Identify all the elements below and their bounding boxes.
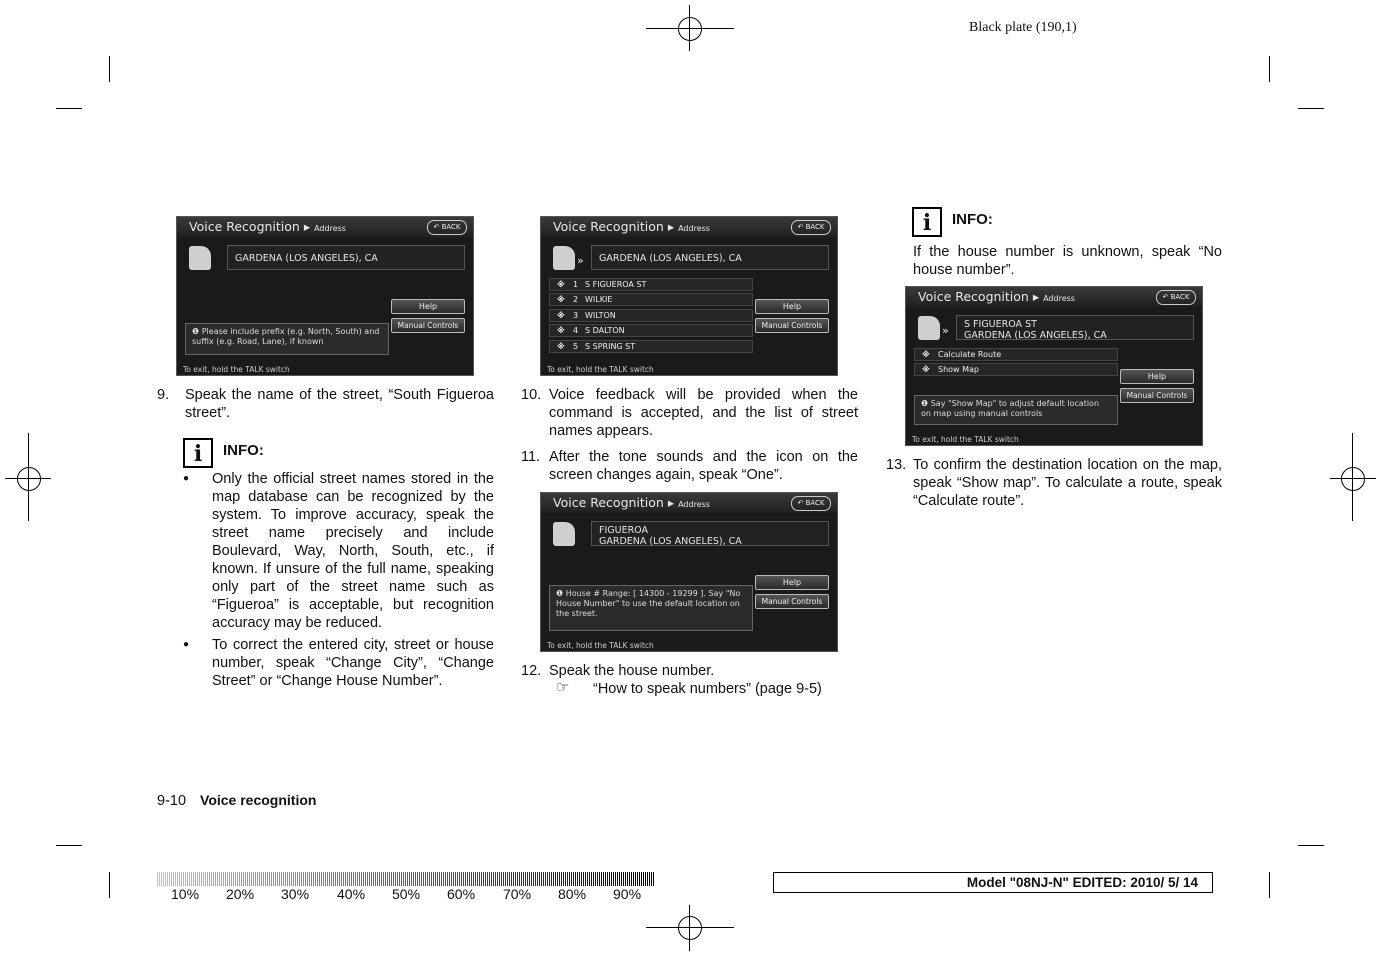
info-message: ❶ Please include prefix (e.g. North, South) and suffix (e.g. Road, Lane), if known (185, 323, 389, 355)
info-bullet-1: ● Only the official street names stored in the map database can be recognized by the system. To improve accuracy, speak the street name precisely and include Boulevard, Way, North, South, etc., if known. If unsure of the full name, speaking only part of the street name such as “Figueroa” is acceptable, but recognition accuracy may be reduced. (183, 471, 494, 631)
info-heading-2: i INFO: (912, 207, 1032, 241)
exit-hint: To exit, hold the TALK switch (183, 365, 290, 374)
list-item[interactable]: ※ 3 WILTON (549, 309, 753, 322)
density-bar (157, 872, 655, 886)
voice-head-icon (553, 246, 575, 270)
exit-hint: To exit, hold the TALK switch (547, 641, 654, 650)
screen-title-bar (906, 287, 1202, 307)
list-item[interactable]: ※ 5 S SPRING ST (549, 340, 753, 353)
info-message: ❶ Say "Show Map" to adjust default location on map using manual controls (914, 395, 1118, 425)
step-11: 11. After the tone sounds and the icon on the screen changes again, speak “One”. (521, 449, 858, 483)
screen-title-bar (541, 217, 837, 237)
screen-house-number (540, 492, 838, 652)
voice-head-icon (918, 316, 940, 340)
exit-hint: To exit, hold the TALK switch (912, 435, 1019, 444)
info-icon: i (183, 438, 213, 468)
page-reference: ☞ “How to speak numbers” (page 9-5) (556, 679, 822, 697)
help-button[interactable]: Help (1120, 369, 1194, 384)
list-item-calculate-route[interactable]: ※ Calculate Route (914, 348, 1118, 361)
list-item-show-map[interactable]: ※ Show Map (914, 363, 1118, 376)
address-field: S FIGUEROA ST GARDENA (LOS ANGELES), CA (956, 315, 1194, 340)
info-heading-1: i INFO: (183, 438, 303, 472)
manual-controls-button[interactable]: Manual Controls (755, 318, 829, 333)
help-button[interactable]: Help (755, 575, 829, 590)
step-13: 13. To confirm the destination location on the map, speak “Show map”. To calculate a route, speak “Calculate route”. (886, 457, 1222, 509)
voice-head-icon (189, 246, 211, 270)
exit-hint: To exit, hold the TALK switch (547, 365, 654, 374)
manual-controls-button[interactable]: Manual Controls (1120, 388, 1194, 403)
info-message: ❶ House # Range: [ 14300 - 19299 ]. Say "No House Number" to use the default location on the street. (549, 585, 753, 631)
address-field: FIGUEROA GARDENA (LOS ANGELES), CA (591, 521, 829, 546)
screen-title-bar (541, 493, 837, 513)
step-9: 9. Speak the name of the street, “South Figueroa street”. (157, 387, 494, 421)
info-text-2: If the house number is unknown, speak “No house number”. (913, 244, 1222, 278)
model-edited-box: Model "08NJ-N" EDITED: 2010/ 5/ 14 (773, 872, 1213, 893)
screen-title: Voice Recognition ▸ Address (918, 289, 1075, 304)
list-item[interactable]: ※ 2 WILKIE (549, 293, 753, 306)
address-field: GARDENA (LOS ANGELES), CA (227, 245, 465, 270)
back-button[interactable]: ↶ BACK (1156, 290, 1196, 305)
list-item[interactable]: ※ 4 S DALTON (549, 324, 753, 337)
step-10: 10. Voice feedback will be provided when the command is accepted, and the list of street names appears. (521, 387, 858, 439)
address-field: GARDENA (LOS ANGELES), CA (591, 245, 829, 270)
step-12: 12. Speak the house number. (521, 663, 715, 679)
info-icon: i (912, 207, 942, 237)
help-button[interactable]: Help (755, 299, 829, 314)
back-button[interactable]: ↶ BACK (791, 220, 831, 235)
screen-title: Voice Recognition ▸ Address (553, 495, 710, 510)
plate-label: Black plate (190,1) (969, 20, 1077, 35)
screen-street-input (176, 216, 474, 376)
info-bullet-2: ● To correct the entered city, street or house number, speak “Change City”, “Change Street” or “Change House Number”. (183, 637, 494, 689)
pointing-hand-icon: ☞ (556, 679, 570, 696)
help-button[interactable]: Help (391, 299, 465, 314)
screen-confirm-destination (905, 286, 1203, 446)
manual-controls-button[interactable]: Manual Controls (391, 318, 465, 333)
back-button[interactable]: ↶ BACK (791, 496, 831, 511)
screen-street-list (540, 216, 838, 376)
page-footer: 9-10 Voice recognition (157, 792, 317, 809)
list-item[interactable]: ※ 1 S FIGUEROA ST (549, 278, 753, 291)
screen-title: Voice Recognition ▸ Address (553, 219, 710, 234)
voice-head-icon (553, 522, 575, 546)
screen-title: Voice Recognition ▸ Address (189, 219, 346, 234)
screen-title-bar (177, 217, 473, 237)
manual-controls-button[interactable]: Manual Controls (755, 594, 829, 609)
back-button[interactable]: ↶ BACK (427, 220, 467, 235)
